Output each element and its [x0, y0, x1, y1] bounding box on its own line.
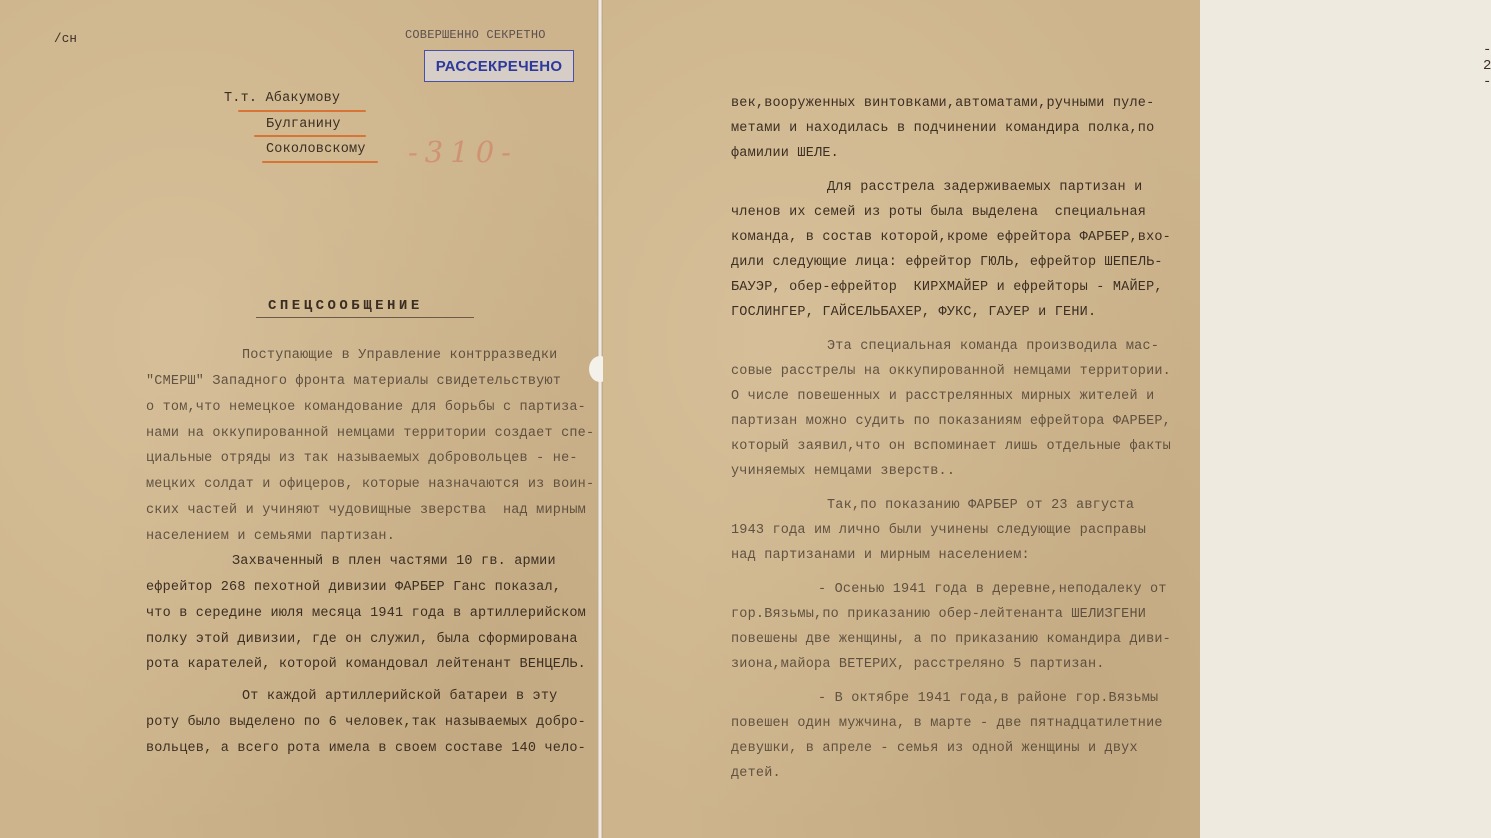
- text-line: мецких солдат и офицеров, которые назначаются из воин-: [146, 477, 595, 492]
- text-line: Эта специальная команда производила мас-: [827, 339, 1160, 354]
- text-line: Захваченный в плен частями 10 гв. армии: [232, 554, 556, 569]
- text-line: ГОСЛИНГЕР, ГАЙСЕЛЬБАХЕР, ФУКС, ГАУЕР и ГЕНИ.: [731, 305, 1097, 320]
- text-line: метами и находилась в подчинении командира полка,по: [731, 121, 1155, 136]
- handwritten-registration-number: -310-: [408, 135, 518, 169]
- text-line: рота карателей, которой командовал лейтенант ВЕНЦЕЛЬ.: [146, 657, 586, 672]
- text-line: детей.: [731, 766, 781, 781]
- text-line: который заявил,что он вспоминает лишь отдельные факты: [731, 439, 1171, 454]
- text-line: ских частей и учиняют чудовищные зверства над мирным: [146, 503, 586, 518]
- underline-addressee-1: [238, 110, 366, 112]
- addressee-1: Т.т. Абакумову: [224, 91, 341, 106]
- text-line: совые расстрелы на оккупированной немцами территории.: [731, 364, 1171, 379]
- text-line: циальные отряды из так называемых добровольцев - не-: [146, 451, 578, 466]
- underline-addressee-3: [262, 161, 378, 163]
- document-title: СПЕЦСООБЩЕНИЕ: [268, 298, 423, 314]
- text-line: членов их семей из роты была выделена специальная: [731, 205, 1147, 220]
- text-line: партизан можно судить по показаниям ефрейтора ФАРБЕР,: [731, 414, 1171, 429]
- text-line: Так,по показанию ФАРБЕР от 23 августа: [827, 498, 1135, 513]
- text-line: зиона,майора ВЕТЕРИХ, расстреляно 5 партизан.: [731, 657, 1105, 672]
- text-line: девушки, в апреле - семья из одной женщины и двух: [731, 741, 1138, 756]
- underline-addressee-2: [254, 135, 366, 137]
- text-line: что в середине июля месяца 1941 года в артиллерийском: [146, 606, 586, 621]
- text-line: над партизанами и мирным населением:: [731, 548, 1030, 563]
- text-line: век,вооруженных винтовками,автоматами,ручными пуле-: [731, 96, 1155, 111]
- text-line: ефрейтор 268 пехотной дивизии ФАРБЕР Ганс показал,: [146, 580, 562, 595]
- text-line: роту было выделено по 6 человек,так называемых добро-: [146, 715, 586, 730]
- addressee-2: Булганину: [266, 117, 341, 132]
- document-page-left: [0, 0, 597, 838]
- text-line: фамилии ШЕЛЕ.: [731, 146, 839, 161]
- text-line: О числе повешенных и расстрелянных мирных жителей и: [731, 389, 1155, 404]
- text-line: - Осенью 1941 года в деревне,неподалеку от: [818, 582, 1167, 597]
- text-line: о том,что немецкое командование для борьбы с партиза-: [146, 400, 586, 415]
- secrecy-label: СОВЕРШЕННО СЕКРЕТНО: [405, 28, 546, 42]
- text-line: повешен один мужчина, в марте - две пятнадцатилетние: [731, 716, 1163, 731]
- page-number: - 2 -: [1483, 42, 1491, 90]
- text-line: учиняемых немцами зверств..: [731, 464, 956, 479]
- text-line: команда, в состав которой,кроме ефрейтора ФАРБЕР,вхо-: [731, 230, 1171, 245]
- text-line: полку этой дивизии, где он служил, была сформирована: [146, 632, 578, 647]
- text-line: дили следующие лица: ефрейтор ГЮЛЬ, ефрейтор ШЕПЕЛЬ-: [731, 255, 1163, 270]
- text-line: населением и семьями партизан.: [146, 529, 396, 544]
- text-line: "СМЕРШ" Западного фронта материалы свидетельствуют: [146, 374, 562, 389]
- text-line: Для расстрела задерживаемых партизан и: [827, 180, 1143, 195]
- document-page-right: [603, 0, 1491, 838]
- title-underline: [256, 317, 474, 318]
- text-line: От каждой артиллерийской батареи в эту: [242, 689, 558, 704]
- text-line: БАУЭР, обер-ефрейтор КИРХМАЙЕР и ефрейторы - МАЙЕР,: [731, 280, 1163, 295]
- text-line: вольцев, а всего рота имела в своем составе 140 чело-: [146, 741, 586, 756]
- text-line: - В октябре 1941 года,в районе гор.Вязьмы: [818, 691, 1159, 706]
- addressee-3: Соколовскому: [266, 142, 366, 157]
- declassified-stamp: РАССЕКРЕЧЕНО: [424, 50, 574, 82]
- text-line: Поступающие в Управление контрразведки: [242, 348, 558, 363]
- file-mark: /сн: [54, 32, 78, 46]
- text-line: нами на оккупированной немцами территории создает спе-: [146, 426, 595, 441]
- text-line: гор.Вязьмы,по приказанию обер-лейтенанта ШЕЛИЗГЕНИ: [731, 607, 1147, 622]
- text-line: 1943 года им лично были учинены следующие расправы: [731, 523, 1147, 538]
- text-line: повешены две женщины, а по приказанию командира диви-: [731, 632, 1171, 647]
